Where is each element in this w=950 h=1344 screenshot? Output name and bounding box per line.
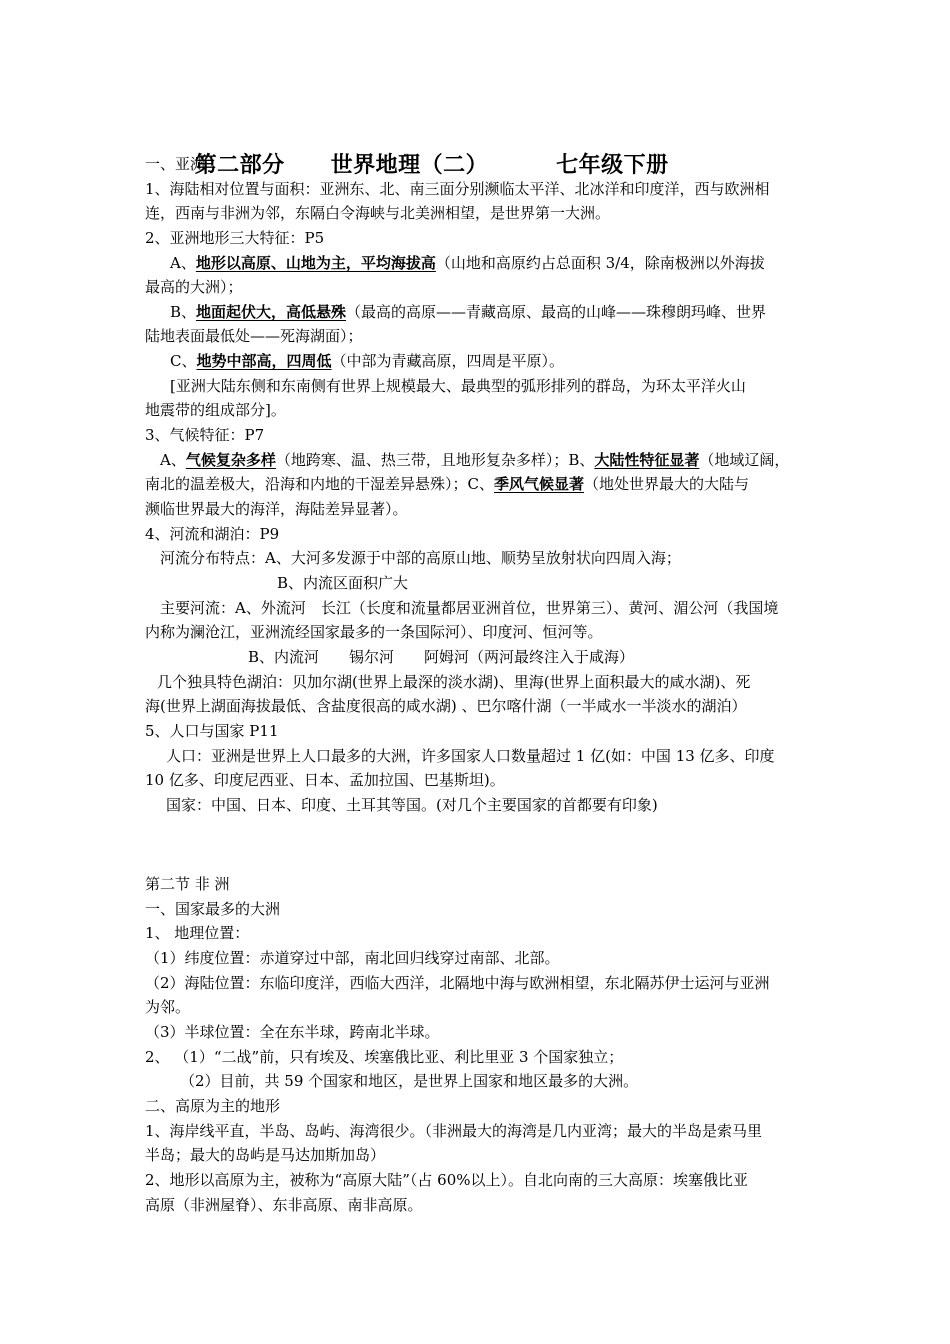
text-line (145, 226, 815, 251)
text-line (145, 1143, 815, 1168)
emphasis-text: 地面起伏大，高低悬殊 (196, 303, 347, 321)
text-line (145, 423, 815, 448)
text-segment: 2、 （1）“二战”前，只有埃及、埃塞俄比亚、利比里亚 3 个国家独立； (145, 1048, 624, 1066)
text-segment: 2、亚洲地形三大特征：P5 (145, 229, 325, 247)
text-segment: 河流分布特点：A、大河多发源于中部的高原山地、顺势呈放射状向四周入海； (160, 549, 681, 567)
text-line (166, 793, 836, 818)
text-line (145, 995, 815, 1020)
text-line (145, 897, 815, 922)
text-segment: 3、气候特征：P7 (145, 426, 265, 444)
text-line (170, 349, 840, 374)
text-line (145, 1168, 815, 1193)
text-line (145, 719, 815, 744)
text-segment: 最高的大洲）； (145, 278, 243, 296)
text-segment: 主要河流：A、外流河 长江（长度和流量都居亚洲首位，世界第三）、黄河、湄公河（我国境 (160, 599, 779, 617)
text-line (170, 374, 840, 399)
text-segment: 高原（非洲屋脊）、东非高原、南非高原。 (145, 1196, 423, 1214)
text-segment: B、 (170, 303, 197, 321)
text-segment: 第二节 非 洲 (145, 875, 230, 893)
text-line (145, 324, 815, 349)
text-line (145, 694, 815, 719)
text-line (145, 152, 815, 177)
text-line (145, 1094, 815, 1119)
text-line (145, 872, 815, 897)
text-segment: 人口：亚洲是世界上人口最多的大洲，许多国家人口数量超过 1 亿(如：中国 13 亿多、印度 (166, 747, 775, 765)
title-grade: 七年级下册 (556, 152, 669, 178)
text-segment: A、 (170, 254, 196, 272)
text-segment: 南北的温差极大，沿海和内地的干湿差异悬殊）；C、 (145, 475, 494, 493)
text-segment: 二、高原为主的地形 (145, 1097, 281, 1115)
text-segment: 1、 地理位置： (145, 924, 250, 942)
text-segment: （3）半球位置：全在东半球，跨南北半球。 (145, 1023, 440, 1041)
text-segment: [亚洲大陆东侧和东南侧有世界上规模最大、最典型的弧形排列的群岛，为环太平洋火山 (170, 377, 746, 395)
text-line (145, 1119, 815, 1144)
text-segment: （地域辽阔， (699, 451, 790, 469)
text-segment: 1、海岸线平直，半岛、岛屿、海湾很少。（非洲最大的海湾是几内亚湾；最大的半岛是索马里 (145, 1122, 763, 1140)
emphasis-text: 大陆性特征显著 (594, 451, 700, 469)
text-line (145, 522, 815, 547)
text-segment: （最高的高原——青藏高原、最高的山峰——珠穆朗玛峰、世界 (346, 303, 767, 321)
text-segment: B、内流河 锡尔河 阿姆河（两河最终注入于咸海） (248, 648, 635, 666)
text-line (145, 946, 815, 971)
text-line (145, 1193, 815, 1218)
text-segment: 几个独具特色湖泊：贝加尔湖(世界上最深的淡水湖)、里海(世界上面积最大的咸水湖)、死 (157, 673, 751, 691)
text-line (145, 398, 815, 423)
text-segment: 国家：中国、日本、印度、土耳其等国。(对几个主要国家的首都要有印象) (166, 796, 658, 814)
title-subject: 世界地理（二） (330, 152, 489, 178)
text-line (145, 921, 815, 946)
text-segment: 一、亚洲 (145, 155, 206, 173)
text-line (145, 497, 815, 522)
text-segment: （山地和高原约占总面积 3/4，除南极洲以外海拔 (435, 254, 765, 272)
text-segment: （2）目前，共 59 个国家和地区，是世界上国家和地区最多的大洲。 (180, 1072, 639, 1090)
text-segment: （2）海陆位置：东临印度洋，西临大西洋，北隔地中海与欧洲相望，东北隔苏伊士运河与亚洲 (145, 974, 770, 992)
text-segment: （中部为青藏高原，四周是平原）。 (331, 352, 565, 370)
text-segment: 2、地形以高原为主，被称为“高原大陆”（占 60%以上）。自北向南的三大高原：埃塞俄比亚 (145, 1171, 748, 1189)
text-segment: 1、海陆相对位置与面积：亚洲东、北、南三面分别濒临太平洋、北冰洋和印度洋，西与欧洲相 (145, 180, 770, 198)
text-segment: 濒临世界最大的海洋，海陆差异显著）。 (145, 500, 408, 518)
text-segment: 10 亿多、印度尼西亚、日本、孟加拉国、巴基斯坦)。 (145, 771, 505, 789)
text-line (160, 546, 830, 571)
text-segment: 连，西南与非洲为邻，东隔白令海峡与北美洲相望，是世界第一大洲。 (145, 204, 611, 222)
text-line (248, 645, 918, 670)
text-line (145, 620, 815, 645)
text-segment: 为邻。 (145, 998, 191, 1016)
emphasis-text: 地势中部高，四周低 (196, 352, 332, 370)
text-line (145, 472, 815, 497)
emphasis-text: 气候复杂多样 (185, 451, 276, 469)
text-line (145, 971, 815, 996)
emphasis-text: 地形以高原、山地为主，平均海拔高 (195, 254, 436, 272)
text-segment: 半岛；最大的岛屿是马达加斯加岛） (145, 1146, 386, 1164)
text-line (160, 596, 830, 621)
text-segment: 海(世界上湖面海拔最低、含盐度很高的咸水湖) 、巴尔喀什湖（一半咸水一半淡水的湖泊） (145, 697, 747, 715)
emphasis-text: 季风气候显著 (493, 475, 584, 493)
text-segment: 地震带的组成部分]。 (145, 401, 286, 419)
text-line (145, 1020, 815, 1045)
text-line (277, 571, 947, 596)
text-line (145, 201, 815, 226)
title-part: 第二部分 (194, 152, 285, 178)
text-segment: C、 (170, 352, 197, 370)
text-line (160, 448, 830, 473)
text-segment: （地跨寒、温、热三带，且地形复杂多样）；B、 (275, 451, 595, 469)
text-segment: （1）纬度位置：赤道穿过中部，南北回归线穿过南部、北部。 (145, 949, 560, 967)
text-line (145, 768, 815, 793)
text-line (145, 1045, 815, 1070)
text-line (170, 251, 840, 276)
text-segment: B、内流区面积广大 (277, 574, 409, 592)
text-line (157, 670, 827, 695)
text-line (145, 177, 815, 202)
text-segment: 4、河流和湖泊：P9 (145, 525, 280, 543)
text-segment: A、 (160, 451, 186, 469)
text-segment: 内称为澜沧江，亚洲流经国家最多的一条国际河）、印度河、恒河等。 (145, 623, 603, 641)
text-line (180, 1069, 850, 1094)
text-segment: 一、国家最多的大洲 (145, 900, 281, 918)
text-segment: 陆地表面最低处——死海湖面）； (145, 327, 363, 345)
text-line (166, 744, 836, 769)
text-line (170, 300, 840, 325)
text-segment: （地处世界最大的大陆与 (584, 475, 750, 493)
text-line (145, 275, 815, 300)
text-segment: 5、人口与国家 P11 (145, 722, 279, 740)
